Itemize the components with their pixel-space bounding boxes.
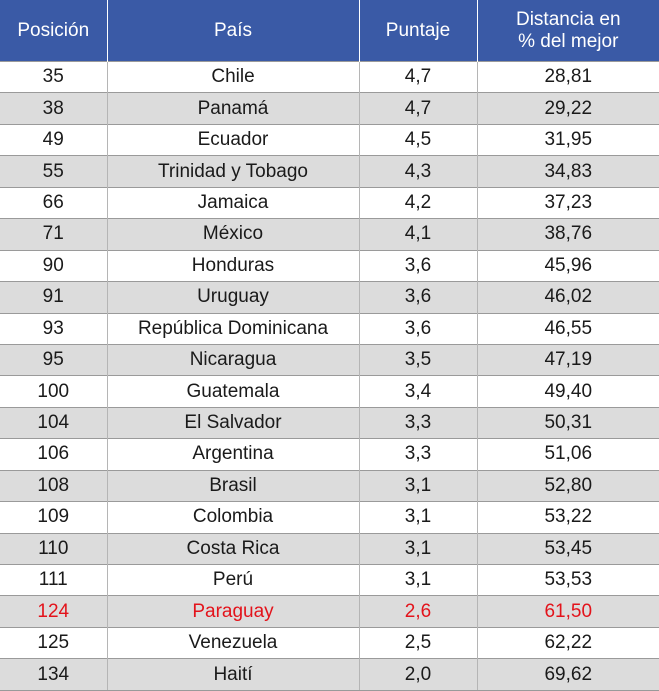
- cell-pais: Venezuela: [107, 627, 359, 658]
- cell-distancia: 69,62: [477, 659, 659, 690]
- cell-pais: República Dominicana: [107, 313, 359, 344]
- cell-pais: Haití: [107, 659, 359, 690]
- header-puntaje: Puntaje: [359, 0, 477, 62]
- table-row: [0, 124, 659, 155]
- cell-posicion: 93: [0, 313, 107, 344]
- table-row: [0, 376, 659, 407]
- cell-posicion: 49: [0, 124, 107, 155]
- cell-posicion: 55: [0, 156, 107, 187]
- cell-distancia: 28,81: [477, 62, 659, 93]
- cell-puntaje: 3,6: [359, 250, 477, 281]
- header-pais: País: [107, 0, 359, 62]
- cell-posicion: 91: [0, 282, 107, 313]
- table-row: [0, 407, 659, 438]
- cell-pais: Paraguay: [107, 596, 359, 627]
- header-row: [0, 0, 659, 62]
- cell-posicion: 111: [0, 565, 107, 596]
- cell-pais: Colombia: [107, 502, 359, 533]
- cell-distancia: 53,53: [477, 565, 659, 596]
- cell-pais: Chile: [107, 62, 359, 93]
- table-row: [0, 62, 659, 93]
- cell-posicion: 71: [0, 219, 107, 250]
- cell-distancia: 29,22: [477, 93, 659, 124]
- cell-puntaje: 3,6: [359, 282, 477, 313]
- cell-pais: Nicaragua: [107, 344, 359, 375]
- cell-posicion: 109: [0, 502, 107, 533]
- cell-puntaje: 4,7: [359, 62, 477, 93]
- cell-puntaje: 3,1: [359, 565, 477, 596]
- cell-distancia: 47,19: [477, 344, 659, 375]
- cell-posicion: 125: [0, 627, 107, 658]
- cell-distancia: 46,55: [477, 313, 659, 344]
- cell-posicion: 110: [0, 533, 107, 564]
- cell-puntaje: 2,0: [359, 659, 477, 690]
- table-row: [0, 627, 659, 658]
- cell-pais: El Salvador: [107, 407, 359, 438]
- cell-pais: Ecuador: [107, 124, 359, 155]
- cell-posicion: 35: [0, 62, 107, 93]
- cell-distancia: 52,80: [477, 470, 659, 501]
- cell-posicion: 134: [0, 659, 107, 690]
- table-row: [0, 533, 659, 564]
- cell-distancia: 38,76: [477, 219, 659, 250]
- cell-distancia: 45,96: [477, 250, 659, 281]
- table-row: [0, 344, 659, 375]
- cell-distancia: 49,40: [477, 376, 659, 407]
- cell-posicion: 90: [0, 250, 107, 281]
- cell-posicion: 100: [0, 376, 107, 407]
- cell-pais: Trinidad y Tobago: [107, 156, 359, 187]
- table-row: [0, 219, 659, 250]
- cell-puntaje: 3,5: [359, 344, 477, 375]
- cell-distancia: 51,06: [477, 439, 659, 470]
- cell-pais: Perú: [107, 565, 359, 596]
- cell-puntaje: 3,3: [359, 407, 477, 438]
- cell-posicion: 106: [0, 439, 107, 470]
- cell-puntaje: 3,1: [359, 470, 477, 501]
- cell-puntaje: 3,1: [359, 533, 477, 564]
- cell-puntaje: 4,3: [359, 156, 477, 187]
- table-row: [0, 250, 659, 281]
- cell-puntaje: 4,7: [359, 93, 477, 124]
- cell-pais: Guatemala: [107, 376, 359, 407]
- cell-pais: Brasil: [107, 470, 359, 501]
- cell-distancia: 62,22: [477, 627, 659, 658]
- table-row: [0, 156, 659, 187]
- table-row: [0, 565, 659, 596]
- cell-puntaje: 2,6: [359, 596, 477, 627]
- cell-puntaje: 4,2: [359, 187, 477, 218]
- cell-puntaje: 4,1: [359, 219, 477, 250]
- cell-distancia: 61,50: [477, 596, 659, 627]
- table-body: [0, 62, 659, 691]
- cell-pais: Argentina: [107, 439, 359, 470]
- table-row: [0, 502, 659, 533]
- cell-puntaje: 3,3: [359, 439, 477, 470]
- cell-puntaje: 2,5: [359, 627, 477, 658]
- cell-pais: México: [107, 219, 359, 250]
- cell-pais: Uruguay: [107, 282, 359, 313]
- cell-distancia: 53,22: [477, 502, 659, 533]
- header-posicion: Posición: [0, 0, 107, 62]
- cell-posicion: 95: [0, 344, 107, 375]
- table-row: [0, 313, 659, 344]
- cell-pais: Honduras: [107, 250, 359, 281]
- table-row: [0, 439, 659, 470]
- cell-distancia: 34,83: [477, 156, 659, 187]
- cell-distancia: 53,45: [477, 533, 659, 564]
- cell-distancia: 46,02: [477, 282, 659, 313]
- cell-puntaje: 3,1: [359, 502, 477, 533]
- cell-posicion: 124: [0, 596, 107, 627]
- table-header: [0, 0, 659, 62]
- cell-posicion: 38: [0, 93, 107, 124]
- cell-posicion: 104: [0, 407, 107, 438]
- cell-puntaje: 3,6: [359, 313, 477, 344]
- cell-distancia: 31,95: [477, 124, 659, 155]
- header-distancia: [477, 0, 659, 62]
- cell-puntaje: 4,5: [359, 124, 477, 155]
- table-row: [0, 470, 659, 501]
- cell-pais: Jamaica: [107, 187, 359, 218]
- table-row: [0, 187, 659, 218]
- cell-posicion: 66: [0, 187, 107, 218]
- cell-pais: Costa Rica: [107, 533, 359, 564]
- cell-posicion: 108: [0, 470, 107, 501]
- table-row: [0, 596, 659, 627]
- cell-distancia: 37,23: [477, 187, 659, 218]
- cell-puntaje: 3,4: [359, 376, 477, 407]
- cell-pais: Panamá: [107, 93, 359, 124]
- header-distancia-label: Distancia en % del mejor: [515, 8, 621, 52]
- table-row: [0, 93, 659, 124]
- table-row: [0, 282, 659, 313]
- cell-distancia: 50,31: [477, 407, 659, 438]
- table-row: [0, 659, 659, 690]
